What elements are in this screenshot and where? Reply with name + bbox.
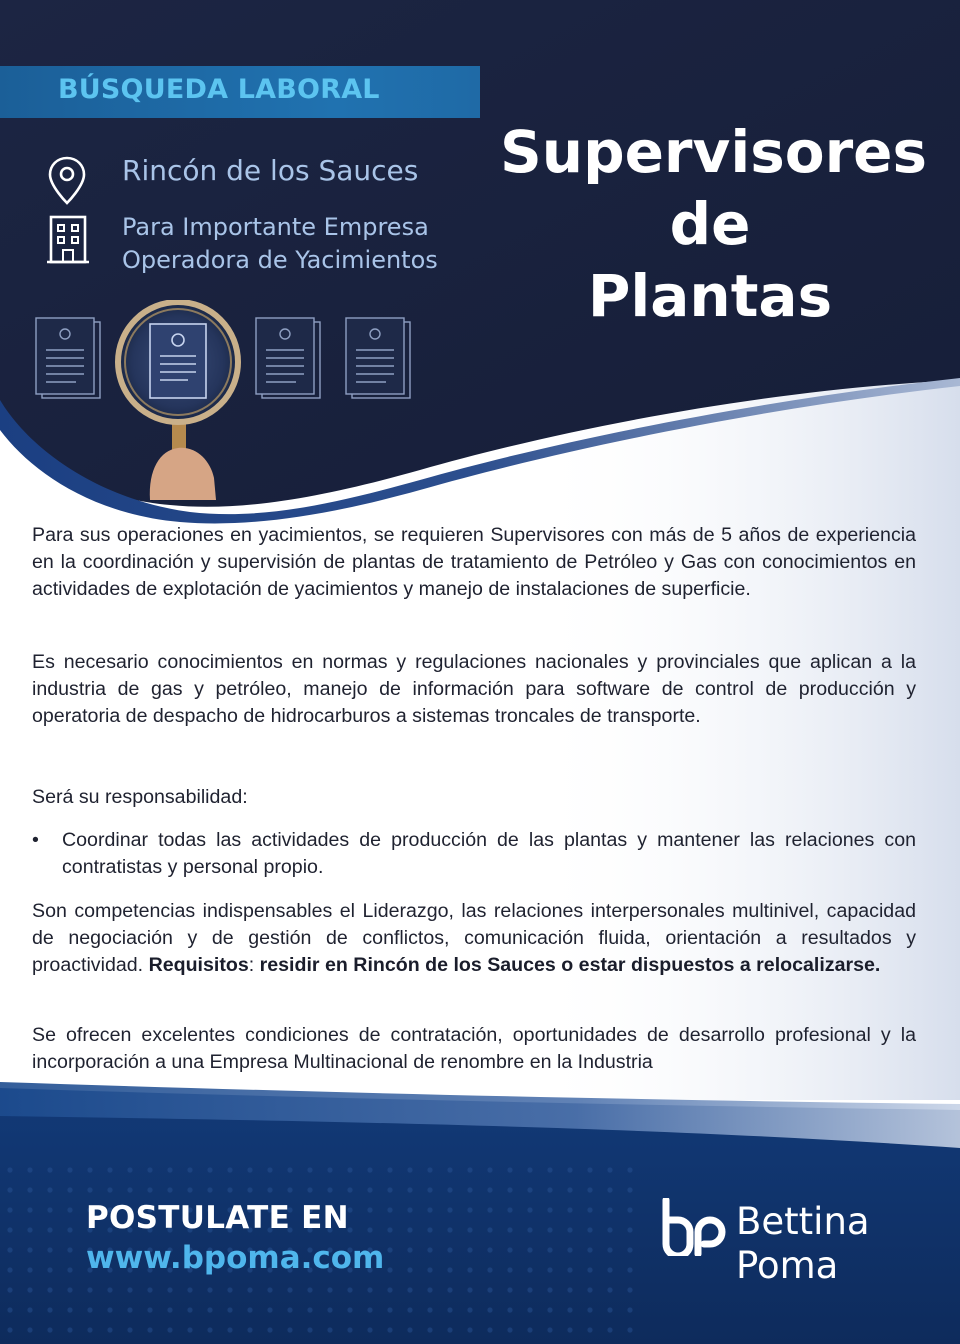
brand-name-line-1: Bettina — [736, 1200, 870, 1243]
requirements-colon: : — [248, 954, 255, 976]
magnifying-glass-icon — [118, 302, 238, 500]
resume-document-icon — [256, 318, 320, 398]
job-title — [500, 116, 928, 332]
paragraph-competencies — [32, 898, 916, 979]
bullet-marker: • — [32, 829, 39, 851]
responsibility-text: Coordinar todas las actividades de producción de las plantas y mantener las relaciones con contratistas y personal propio. — [62, 829, 916, 878]
building-icon — [46, 214, 90, 266]
company-description — [122, 211, 502, 277]
paragraph-knowledge: Es necesario conocimientos en normas y regulaciones nacionales y provinciales que aplican a la industria de gas y petróleo, manejo de información para software de control de producción y operatoria de despacho de hidrocarburos a sistemas troncales de transporte. — [32, 651, 916, 727]
company-line-1: Para Importante Empresa — [122, 213, 429, 241]
job-title-line-2: de — [669, 190, 751, 258]
job-title-line-1: Supervisores — [500, 118, 928, 186]
resume-document-icon — [346, 318, 410, 398]
brand-name-line-2: Poma — [736, 1244, 839, 1287]
apply-label: POSTULATE EN — [86, 1200, 349, 1236]
location-text: Rincón de los Sauces — [122, 154, 419, 187]
resume-search-illustration — [0, 300, 480, 500]
requirements-text: residir en Rincón de los Sauces o estar dispuestos a relocalizarse. — [259, 954, 881, 976]
paragraph-offer: Se ofrecen excelentes condiciones de contratación, oportunidades de desarrollo profesional y la incorporación a una Empresa Multinacional de renombre en la Industria — [32, 1024, 916, 1073]
requirements-label: Requisitos — [148, 954, 249, 976]
brand-name — [736, 1200, 870, 1288]
competencies-text: Son competencias indispensables el Liderazgo, las relaciones interpersonales multinivel, capacidad de negociación y de gestión de conflictos, comunicación fluida, orientación a resultados y proactividad. — [32, 900, 916, 976]
paragraph-operations: Para sus operaciones en yacimientos, se requieren Supervisores con más de 5 años de experiencia en la coordinación y supervisión de plantas de tratamiento de Petróleo y Gas con conocimientos en actividades de explotación de yacimientos y manejo de instalaciones de superficie. — [32, 524, 916, 600]
company-line-2: Operadora de Yacimientos — [122, 246, 438, 274]
apply-url-link[interactable]: www.bpoma.com — [86, 1240, 385, 1276]
bettina-poma-logo — [660, 1198, 726, 1256]
resume-document-icon — [36, 318, 100, 398]
job-title-line-3: Plantas — [587, 262, 833, 330]
job-search-tag: BÚSQUEDA LABORAL — [58, 74, 380, 105]
location-pin-icon — [46, 156, 88, 206]
responsibility-heading: Será su responsabilidad: — [32, 786, 248, 808]
